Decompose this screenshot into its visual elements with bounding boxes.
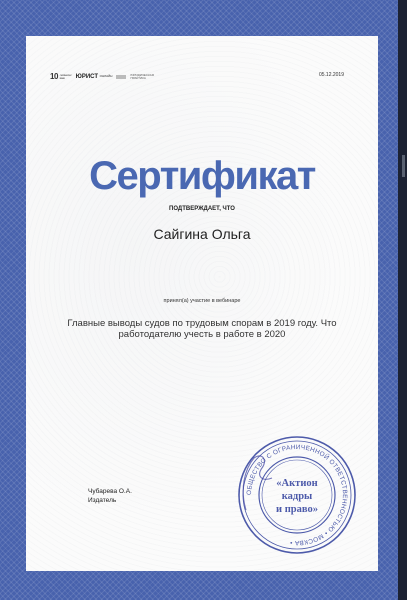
recipient-name: Сайгина Ольга <box>153 226 251 242</box>
stamp-line-1: «Актион <box>276 478 318 489</box>
publisher-stamp <box>232 430 362 560</box>
logo-yurist-text: ЮРИСТ <box>75 73 98 80</box>
webinar-topic: Главные выводы судов по трудовым спорам в 2019 году. Что работодателю учесть в работе в 2020 <box>67 318 337 340</box>
stamp-seal-icon <box>232 430 362 560</box>
logo-yurist-sup: ОНЛАЙН <box>99 73 113 78</box>
certificate-title: Сертификат <box>89 154 315 198</box>
stamp-ring-text: ОБЩЕСТВО С ОГРАНИЧЕННОЙ ОТВЕТСТВЕННОСТЬЮ • МОСКВА • <box>245 443 349 547</box>
scrollbar-thumb[interactable] <box>402 155 405 177</box>
signer-name: Чубарева О.А. <box>88 488 132 495</box>
logo-10-years <box>50 72 72 81</box>
stamp-line-2: кадры <box>281 491 313 502</box>
partner-logos <box>50 72 152 81</box>
logo-badge-icon <box>116 75 126 79</box>
stamp-line-3: и право» <box>276 504 318 515</box>
participation-label: принял(а) участие в вебинаре <box>163 298 241 304</box>
logo-praktika: ЮРИДИЧЕСКАЯ ПРАКТИКА <box>130 72 154 80</box>
issue-date: 05.12.2019 <box>318 72 344 78</box>
signer-role: Издатель <box>88 497 117 504</box>
certificate-sheet <box>26 36 378 571</box>
window-edge <box>398 0 407 600</box>
logo-yurist <box>76 74 113 80</box>
logo-10-subtitle: лет вместе с вами <box>59 73 72 80</box>
logo-10-number: 10 <box>50 72 58 81</box>
confirms-label: ПОДТВЕРЖДАЕТ, ЧТО <box>169 206 235 212</box>
